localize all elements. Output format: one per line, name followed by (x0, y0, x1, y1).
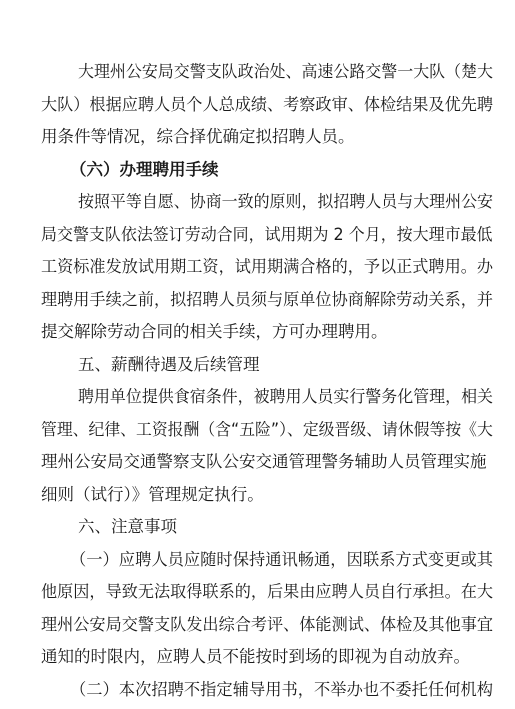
text-line: （二）本次招聘不指定辅导用书，不举办也不委托任何机构 (70, 680, 493, 699)
text-line: 理聘用手续之前，拟招聘人员须与原单位协商解除劳动关系，并 (41, 289, 493, 309)
text-line: 通知的时限内，应聘人员不能按时到场的即视为自动放弃。 (41, 647, 470, 667)
text-line: 大队）根据应聘人员个人总成绩、考察政审、体检结果及优先聘 (41, 94, 493, 114)
text-line: 细则（试行）》管理规定执行。 (41, 484, 264, 504)
text-line: （一）应聘人员应随时保持通讯畅通，因联系方式变更或其 (70, 549, 493, 569)
text-line: 他原因，导致无法取得联系的，后果由应聘人员自行承担。在大 (41, 582, 493, 602)
section-heading: 六、注意事项 (78, 517, 177, 537)
text-line: 按照平等自愿、协商一致的原则，拟招聘人员与大理州公安 (78, 192, 493, 212)
text-line: 工资标准发放试用期工资，试用期满合格的，予以正式聘用。办 (41, 257, 493, 277)
text-line: 局交警支队依法签订劳动合同，试用期为 2 个月，按大理市最低 (41, 224, 493, 244)
text-line: 理州公安局交警支队发出综合考评、体能测试、体检及其他事宜 (41, 614, 493, 634)
text-line: 用条件等情况，综合择优确定拟招聘人员。 (41, 127, 355, 147)
section-heading: （六）办理聘用手续 (70, 159, 219, 179)
text-line: 大理州公安局交警支队政治处、高速公路交警一大队（楚大 (78, 62, 493, 81)
text-line: 管理、纪律、工资报酬（含“五险”）、定级晋级、请休假等按《大 (41, 419, 493, 439)
text-line: 聘用单位提供食宿条件，被聘用人员实行警务化管理，相关 (78, 387, 493, 407)
text-line: 提交解除劳动合同的相关手续，方可办理聘用。 (41, 322, 388, 342)
section-heading: 五、薪酬待遇及后续管理 (78, 354, 260, 374)
text-line: 理州公安局交通警察支队公安交通管理警务辅助人员管理实施 (41, 452, 487, 472)
